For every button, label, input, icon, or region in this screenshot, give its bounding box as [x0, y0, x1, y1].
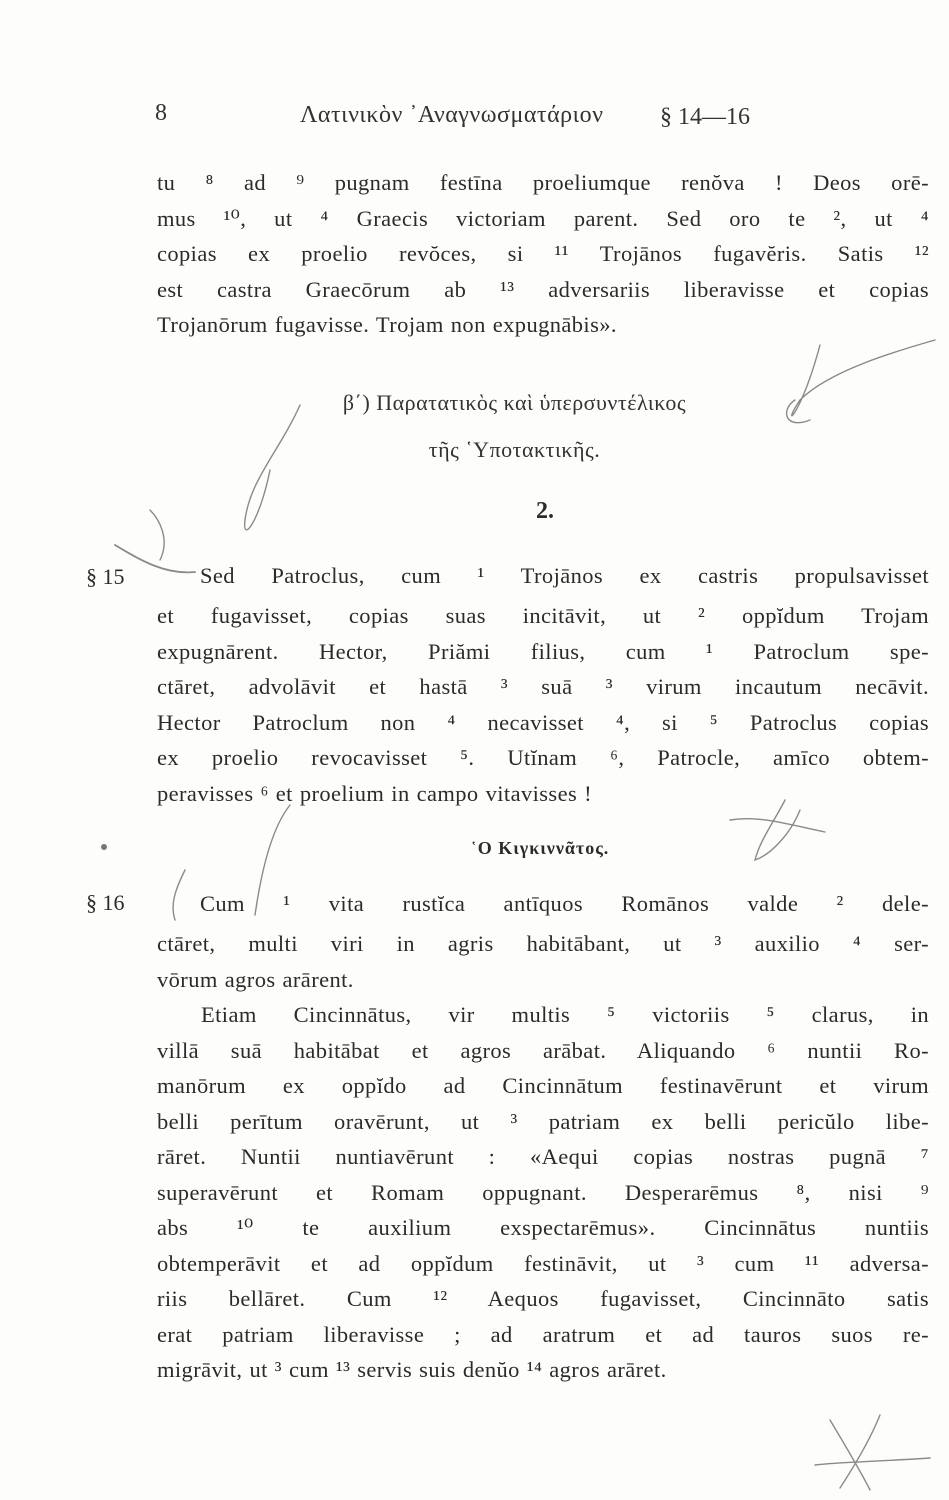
text-line: expugnārent. Hector, Priămi filius, cum ¹ Patroclum spe-	[157, 638, 929, 664]
text-line: migrāvit, ut ³ cum ¹³ servis suis denŭo ¹⁴ agros arāret.	[157, 1357, 667, 1382]
text-line: rāret. Nuntii nuntiavērunt : «Aequi copias nostras pugnā ⁷	[157, 1144, 929, 1169]
text-line: villā suā habitābat et agros arābat. Aliquando ⁶ nuntii Ro-	[157, 1037, 929, 1063]
subsection-heading-line1: β΄) Παρατατικὸς καὶ ὑπερσυντέλικος	[342, 390, 687, 415]
section-16-label: § 16	[86, 890, 125, 915]
pencil-mark	[173, 870, 185, 920]
text-line: obtemperāvit et ad oppĭdum festināvit, ut ³ cum ¹¹ adversa-	[157, 1250, 929, 1276]
pencil-mark	[830, 1420, 870, 1490]
running-header	[155, 100, 795, 140]
section-15-label: § 15	[86, 564, 125, 589]
intro-paragraph	[157, 165, 929, 343]
subsection-heading-line2: τῆς ῾Υποτακτικῆς.	[428, 437, 601, 462]
text-line: vōrum agros arārent.	[157, 966, 354, 992]
pencil-stroke	[115, 545, 195, 572]
text-line: copias ex proelio revŏces, si ¹¹ Trojānos fugavĕris. Satis ¹²	[157, 241, 929, 266]
section-15-paragraph	[157, 598, 929, 811]
text-line: Trojanōrum fugavisse. Trojam non expugnābis».	[157, 312, 617, 337]
section-15-first-line: Sed Patroclus, cum ¹ Trojānos ex castris propulsavisset	[200, 563, 929, 588]
text-line: tu ⁸ ad ⁹ pugnam festīna proeliumque renŏva ! Deos orē-	[157, 170, 929, 195]
text-line: ctāret, advolāvit et hastā ³ suā ³ virum incautum necāvit.	[157, 674, 929, 699]
text-line: Etiam Cincinnātus, vir multis ⁵ victoriis ⁵ clarus, in	[201, 1002, 929, 1027]
text-line: manōrum ex oppĭdo ad Cincinnātum festinavērunt et virum	[157, 1073, 929, 1098]
text-line: abs ¹⁰ te auxilium exspectarēmus». Cincinnātus nuntiis	[157, 1215, 929, 1240]
text-line: ex proelio revocavisset ⁵. Utĭnam ⁶, Patrocle, amīco obtem-	[157, 745, 929, 770]
text-line: Hector Patroclum non ⁴ necavisset ⁴, si ⁵ Patroclus copias	[157, 709, 929, 735]
section-range: § 14—16	[660, 104, 750, 130]
section-16-paragraph	[157, 926, 929, 1388]
text-line: est castra Graecōrum ab ¹³ adversariis liberavisse et copias	[157, 276, 929, 302]
page-number: 8	[155, 100, 167, 126]
text-line: peravisses ⁶ et proelium in campo vitavisses !	[157, 780, 593, 806]
exercise-number: 2.	[536, 498, 554, 524]
running-title: Λατινικὸν ᾿Αναγνωσματάριον	[300, 102, 604, 128]
text-line: et fugavisset, copias suas incitāvit, ut ² oppĭdum Trojam	[157, 603, 929, 628]
text-line: ctāret, multi viri in agris habitābant, ut ³ auxilio ⁴ ser-	[157, 931, 929, 956]
text-line: superavērunt et Romam oppugnant. Desperarēmus ⁸, nisi ⁹	[157, 1179, 929, 1205]
section-16-first-line: Cum ¹ vita rustĭca antīquos Romānos valde ² dele-	[200, 891, 929, 916]
text-line: erat patriam liberavisse ; ad aratrum et ad tauros suos re-	[157, 1321, 929, 1347]
text-line: mus ¹⁰, ut ⁴ Graecis victoriam parent. Sed oro te ², ut ⁴	[157, 205, 929, 231]
text-line: riis bellāret. Cum ¹² Aequos fugavisset, Cincinnāto satis	[157, 1286, 929, 1311]
pencil-mark	[840, 1415, 880, 1488]
cincinnatus-heading: ῾Ο Κιγκιννᾶτος.	[470, 838, 610, 858]
pencil-mark	[730, 819, 825, 832]
pencil-mark	[815, 1458, 930, 1465]
text-line: belli perītum oravērunt, ut ³ patriam ex belli pericŭlo libe-	[157, 1108, 929, 1134]
